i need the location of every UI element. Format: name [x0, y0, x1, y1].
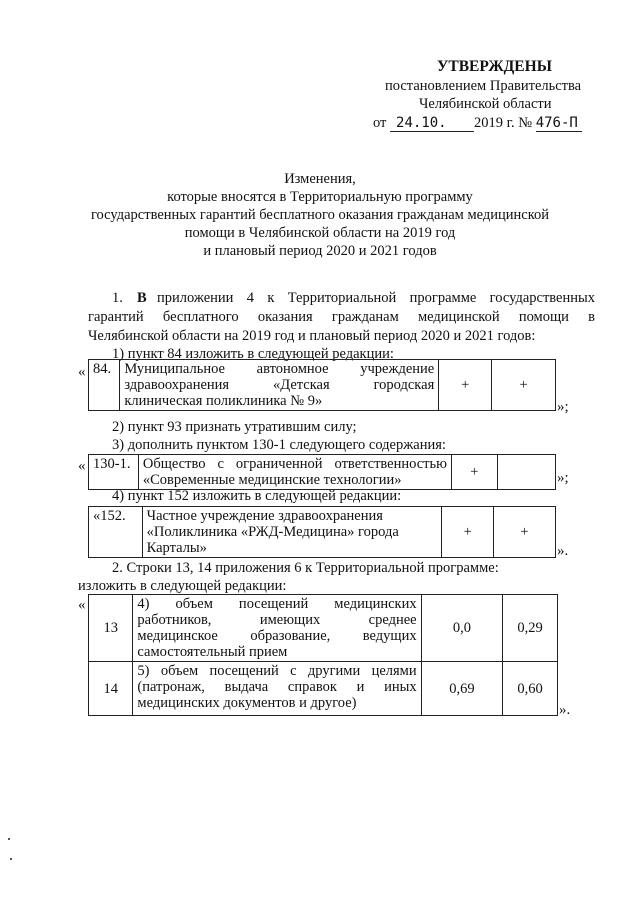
cell-number: «152.: [89, 507, 143, 558]
cell-mark-2: [497, 455, 555, 490]
open-quote: «: [78, 458, 86, 474]
cell-mark-2: +: [493, 507, 555, 558]
cell-name: [142, 507, 442, 558]
sub-item-2: 2) пункт 93 признать утратившим силу;: [112, 419, 357, 435]
year: 2019 г.: [474, 115, 515, 131]
cell-name: [120, 360, 439, 411]
cell-indicator: [133, 595, 421, 662]
open-quote: «: [78, 597, 86, 613]
document-heading: [0, 170, 640, 260]
cell-row-number: 14: [89, 662, 133, 716]
cell-value-1: 0,0: [421, 595, 503, 662]
name-line: Муниципальное автономное учреждение: [124, 361, 435, 377]
item1-line-3: Челябинской области на 2019 год и плановый период 2020 и 2021 годов:: [88, 328, 536, 344]
table-row: [89, 662, 558, 716]
table-row: [89, 360, 556, 411]
indicator-line: 4) объем посещений медицинских: [137, 596, 417, 612]
indicator-line: (патронаж, выдача справок и иных: [137, 679, 417, 695]
item1-line-1: приложении 4 к Территориальной программе государственных: [157, 290, 595, 306]
close-quote: ».: [557, 543, 569, 559]
indicator-line: медицинское образование, ведущих: [137, 628, 417, 644]
approval-line-1: постановлением Правительства: [385, 78, 582, 94]
heading-line: которые вносятся в Территориальную программу: [167, 189, 473, 205]
table-row: [89, 455, 556, 490]
cell-indicator: [133, 662, 421, 716]
name-line: «Современные медицинские технологии»: [142, 472, 402, 488]
item1-line-2: гарантий бесплатного оказания гражданам медицинской помощи в: [88, 309, 595, 325]
heading-line: Изменения,: [284, 171, 356, 187]
indicator-line: 5) объем посещений с другими целями: [137, 663, 417, 679]
item2-line-2: изложить в следующей редакции:: [78, 578, 287, 594]
number-sign: №: [518, 115, 533, 131]
sub-item-1: 1) пункт 84 изложить в следующей редакции:: [112, 346, 394, 362]
cell-value-2: 0,29: [503, 595, 558, 662]
handwritten-date: 24.10.: [390, 116, 474, 132]
name-line: Частное учреждение здравоохранения: [146, 508, 383, 524]
handwritten-number: 476-П: [536, 116, 582, 132]
name-line: Общество с ограниченной ответственностью: [142, 456, 447, 472]
approval-title: УТВЕРЖДЕНЫ: [437, 58, 552, 75]
cell-mark-1: +: [442, 507, 494, 558]
scan-speck: [8, 838, 10, 840]
table-item-84: [88, 359, 556, 411]
heading-line: и плановый период 2020 и 2021 годов: [203, 243, 437, 259]
heading-line: государственных гарантий бесплатного оказания гражданам медицинской: [90, 207, 550, 223]
cell-mark-1: +: [451, 455, 497, 490]
close-quote: ».: [559, 702, 571, 718]
close-quote: »;: [557, 470, 569, 486]
name-line: здравоохранения «Детская городская: [124, 377, 435, 393]
cell-name: [138, 455, 451, 490]
indicator-line: медицинских документов и другое): [137, 695, 357, 711]
open-quote: «: [78, 364, 86, 380]
scan-speck: [10, 858, 12, 860]
name-line: Карталы»: [146, 540, 207, 556]
table-row: [89, 595, 558, 662]
cell-mark-2: +: [492, 360, 556, 411]
name-line: клиническая поликлиника № 9»: [124, 393, 323, 409]
approval-date-line: [373, 115, 582, 132]
table-rows-13-14: [88, 594, 558, 716]
cell-value-2: 0,60: [503, 662, 558, 716]
cell-mark-1: +: [439, 360, 492, 411]
indicator-line: работников, имеющих среднее: [137, 612, 417, 628]
date-prefix: от: [373, 115, 387, 131]
table-item-152: [88, 506, 556, 558]
cell-number: 84.: [89, 360, 120, 411]
cell-row-number: 13: [89, 595, 133, 662]
cell-number: 130-1.: [89, 455, 139, 490]
close-quote: »;: [557, 399, 569, 415]
sub-item-4: 4) пункт 152 изложить в следующей редакции:: [112, 488, 402, 504]
item1-bold-word: В: [137, 290, 147, 306]
table-row: [89, 507, 556, 558]
table-item-130-1: [88, 454, 556, 490]
item2-line-1: 2. Строки 13, 14 приложения 6 к Территориальной программе:: [112, 560, 499, 576]
sub-item-3: 3) дополнить пунктом 130-1 следующего содержания:: [112, 437, 446, 453]
heading-line: помощи в Челябинской области на 2019 год: [184, 225, 456, 241]
item1-number: 1.: [112, 290, 123, 306]
name-line: «Поликлиника «РЖД-Медицина» города: [146, 524, 399, 540]
cell-value-1: 0,69: [421, 662, 503, 716]
indicator-line: самостоятельный прием: [137, 644, 288, 660]
approval-line-2: Челябинской области: [419, 96, 552, 112]
